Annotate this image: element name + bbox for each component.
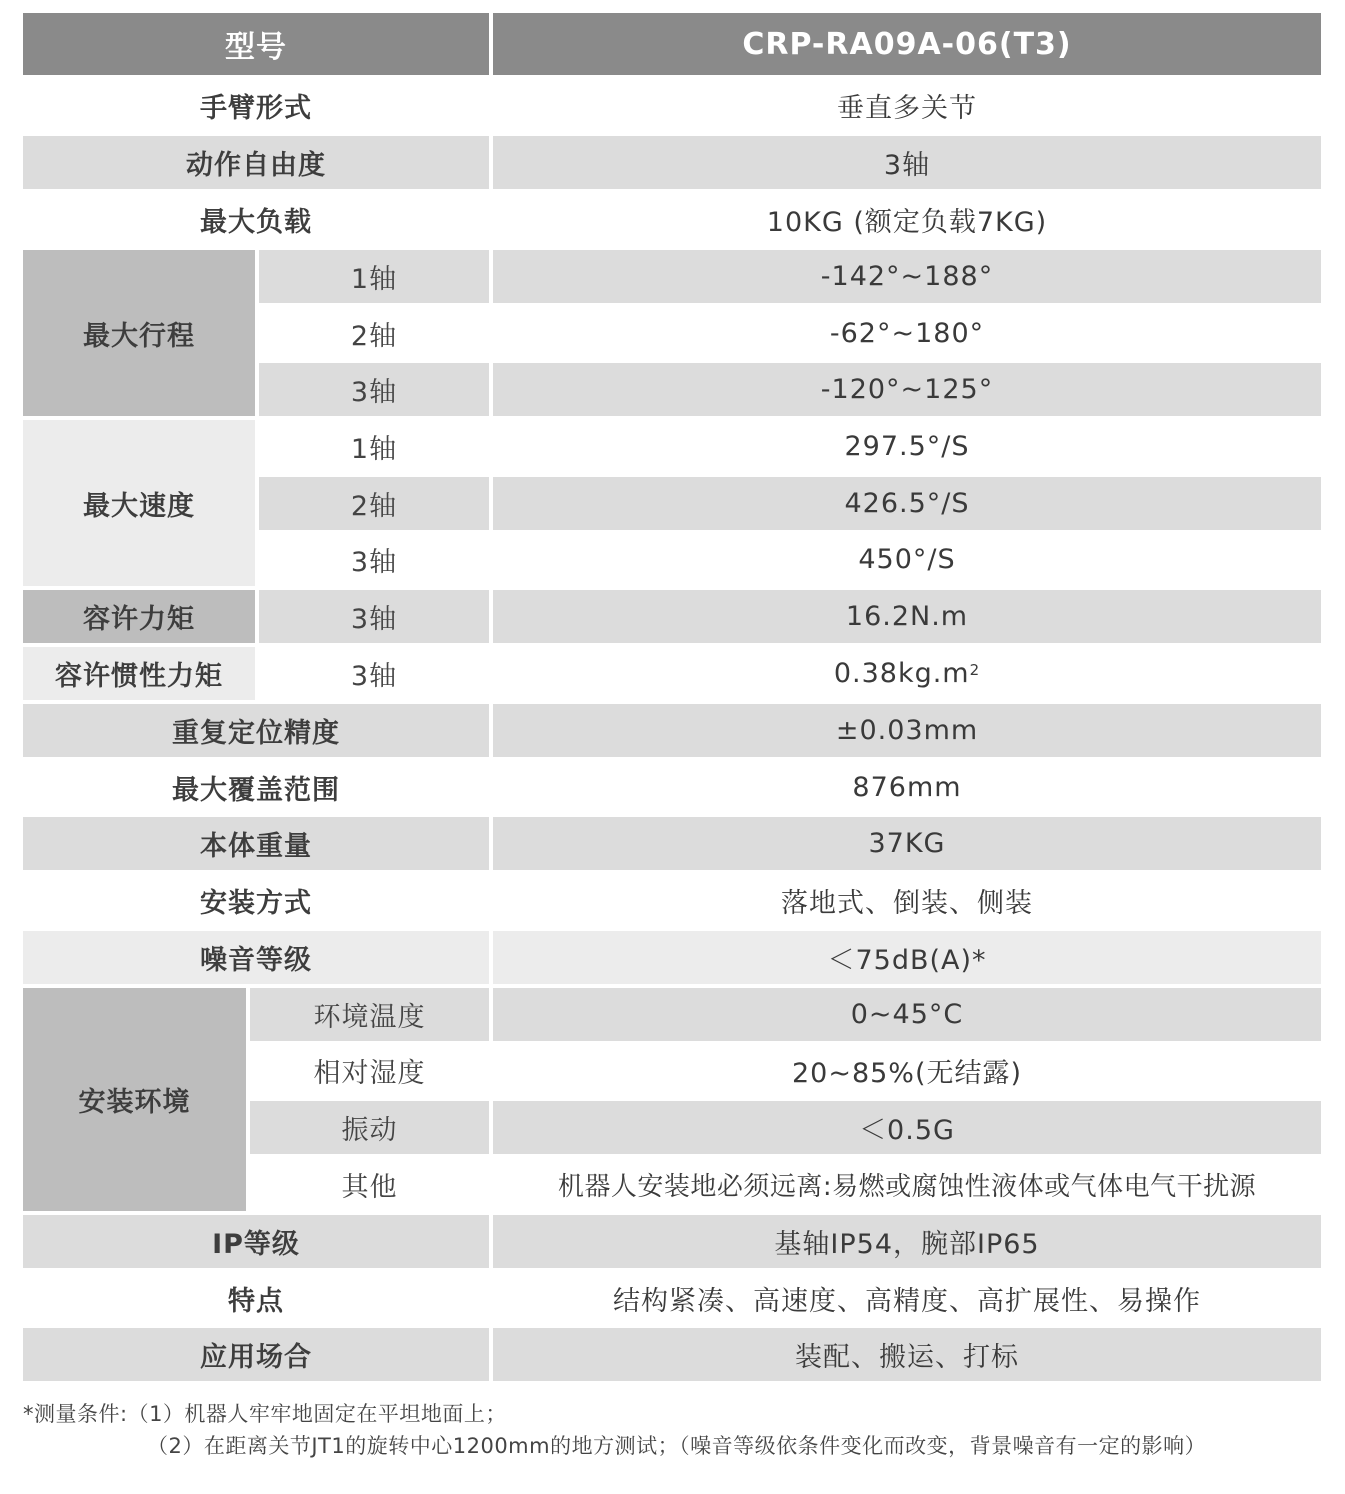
- weight-value: 37KG: [493, 817, 1321, 870]
- mounting-label: 安装方式: [23, 874, 489, 927]
- environment-item-4-value: 机器人安装地必须远离:易燃或腐蚀性液体或气体电气干扰源: [493, 1158, 1321, 1211]
- inertia-label: 容许惯性力矩: [23, 647, 255, 700]
- inertia-value-text: 0.38kg.m: [833, 658, 970, 689]
- note-line-1: *测量条件:（1）机器人牢牢地固定在平坦地面上；: [23, 1402, 507, 1426]
- inertia-value: [493, 647, 1321, 700]
- measurement-notes: [23, 1398, 1206, 1462]
- environment-item-3-value: ＜0.5G: [493, 1101, 1321, 1154]
- travel-value-2: -62°~180°: [493, 307, 1321, 360]
- speed-axis-2: 2轴: [259, 477, 489, 530]
- payload-label: 最大负载: [23, 193, 489, 246]
- note-line-2: （2）在距离关节JT1的旋转中心1200mm的地方测试；（噪音等级依条件变化而改变，背景噪音有一定的影响）: [147, 1434, 1207, 1458]
- noise-label: 噪音等级: [23, 931, 489, 984]
- ip-label: IP等级: [23, 1215, 489, 1268]
- reach-label: 最大覆盖范围: [23, 761, 489, 814]
- features-label: 特点: [23, 1272, 489, 1325]
- repeatability-value: ±0.03mm: [493, 704, 1321, 757]
- noise-value: ＜75dB(A)*: [493, 931, 1321, 984]
- speed-axis-3: 3轴: [259, 533, 489, 586]
- reach-value: 876mm: [493, 761, 1321, 814]
- dof-value: 3轴: [493, 136, 1321, 189]
- travel-label: 最大行程: [23, 250, 255, 416]
- travel-value-1: -142°~188°: [493, 250, 1321, 303]
- environment-item-2-value: 20~85%(无结露): [493, 1044, 1321, 1097]
- environment-label: 安装环境: [23, 988, 246, 1211]
- repeatability-label: 重复定位精度: [23, 704, 489, 757]
- inertia-value-sup: 2: [969, 660, 981, 679]
- speed-value-2: 426.5°/S: [493, 477, 1321, 530]
- arm-form-value: 垂直多关节: [493, 79, 1321, 132]
- environment-item-3-name: 振动: [250, 1101, 489, 1154]
- payload-value: 10KG (额定负载7KG): [493, 193, 1321, 246]
- environment-item-1-name: 环境温度: [250, 988, 489, 1041]
- travel-value-3: -120°~125°: [493, 363, 1321, 416]
- applications-label: 应用场合: [23, 1328, 489, 1381]
- travel-axis-2: 2轴: [259, 307, 489, 360]
- mounting-value: 落地式、倒装、侧装: [493, 874, 1321, 927]
- environment-item-1-value: 0~45°C: [493, 988, 1321, 1041]
- torque-label: 容许力矩: [23, 590, 255, 643]
- speed-label: 最大速度: [23, 420, 255, 586]
- weight-label: 本体重量: [23, 817, 489, 870]
- applications-value: 装配、搬运、打标: [493, 1328, 1321, 1381]
- features-value: 结构紧凑、高速度、高精度、高扩展性、易操作: [493, 1272, 1321, 1325]
- environment-item-4-name: 其他: [250, 1158, 489, 1211]
- environment-item-2-name: 相对湿度: [250, 1044, 489, 1097]
- travel-axis-1: 1轴: [259, 250, 489, 303]
- ip-value: 基轴IP54，腕部IP65: [493, 1215, 1321, 1268]
- dof-label: 动作自由度: [23, 136, 489, 189]
- speed-axis-1: 1轴: [259, 420, 489, 473]
- arm-form-label: 手臂形式: [23, 79, 489, 132]
- header-model-value: CRP-RA09A-06(T3): [493, 13, 1321, 75]
- speed-value-3: 450°/S: [493, 533, 1321, 586]
- inertia-axis: 3轴: [259, 647, 489, 700]
- torque-value: 16.2N.m: [493, 590, 1321, 643]
- travel-axis-3: 3轴: [259, 363, 489, 416]
- speed-value-1: 297.5°/S: [493, 420, 1321, 473]
- torque-axis: 3轴: [259, 590, 489, 643]
- header-model-label: 型号: [23, 13, 489, 75]
